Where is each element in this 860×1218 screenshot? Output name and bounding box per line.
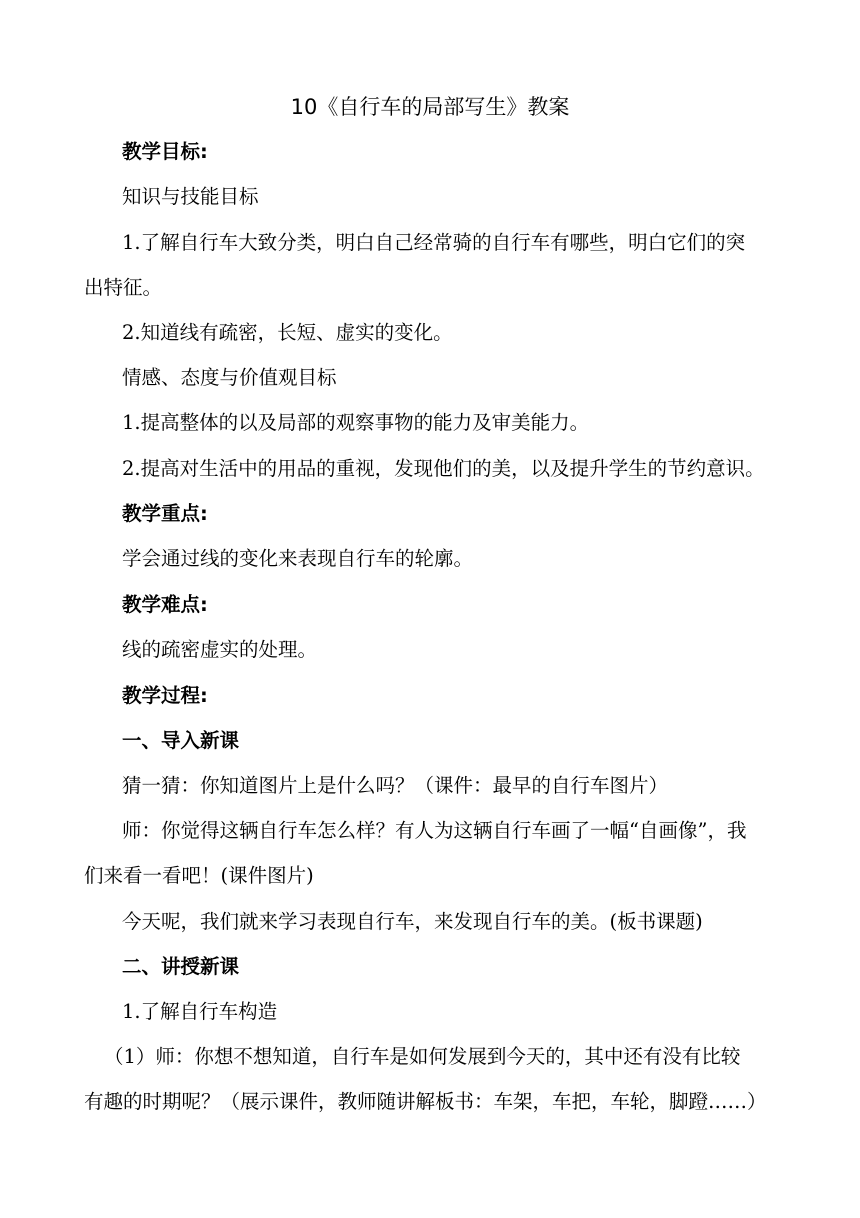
paragraph-question-1-cont: 有趣的时期呢？（展示课件，教师随讲解板书：车架，车把，车轮，脚蹬……） (84, 1090, 767, 1113)
paragraph-question-1: （1）师：你想不想知道，自行车是如何发展到今天的，其中还有没有比较 (104, 1045, 741, 1068)
document-title: 10《自行车的局部写生》教案 (290, 95, 570, 119)
paragraph-teacher-question-1-cont: 们来看一看吧！(课件图片) (84, 864, 314, 887)
heading-step-1: 一、导入新课 (122, 729, 240, 752)
paragraph-knowledge-item-2: 2.知道线有疏密，长短、虚实的变化。 (122, 321, 453, 344)
heading-step-2: 二、讲授新课 (122, 955, 240, 978)
paragraph-emotion-goal: 情感、态度与价值观目标 (122, 366, 337, 389)
paragraph-emotion-item-2: 2.提高对生活中的用品的重视，发现他们的美，以及提升学生的节约意识。 (122, 457, 765, 480)
paragraph-knowledge-item-1: 1.了解自行车大致分类，明白自己经常骑的自行车有哪些，明白它们的突 (122, 231, 746, 254)
paragraph-teacher-question-1: 师：你觉得这辆自行车怎么样？有人为这辆自行车画了一幅“自画像”，我 (122, 819, 747, 842)
heading-teaching-process: 教学过程: (122, 684, 208, 707)
heading-difficult-points: 教学难点: (122, 593, 208, 616)
paragraph-structure: 1.了解自行车构造 (122, 1000, 278, 1023)
heading-key-points: 教学重点: (122, 502, 208, 525)
paragraph-guess: 猜一猜：你知道图片上是什么吗？（课件：最早的自行车图片） (122, 774, 669, 797)
paragraph-emotion-item-1: 1.提高整体的以及局部的观察事物的能力及审美能力。 (122, 411, 590, 434)
paragraph-knowledge-goal: 知识与技能目标 (122, 185, 259, 208)
heading-objectives: 教学目标: (122, 140, 208, 163)
paragraph-knowledge-item-1-cont: 出特征。 (84, 276, 163, 299)
paragraph-difficult-points: 线的疏密虚实的处理。 (122, 638, 318, 661)
paragraph-key-points: 学会通过线的变化来表现自行车的轮廓。 (122, 547, 474, 570)
paragraph-today: 今天呢，我们就来学习表现自行车，来发现自行车的美。(板书课题) (122, 910, 703, 933)
